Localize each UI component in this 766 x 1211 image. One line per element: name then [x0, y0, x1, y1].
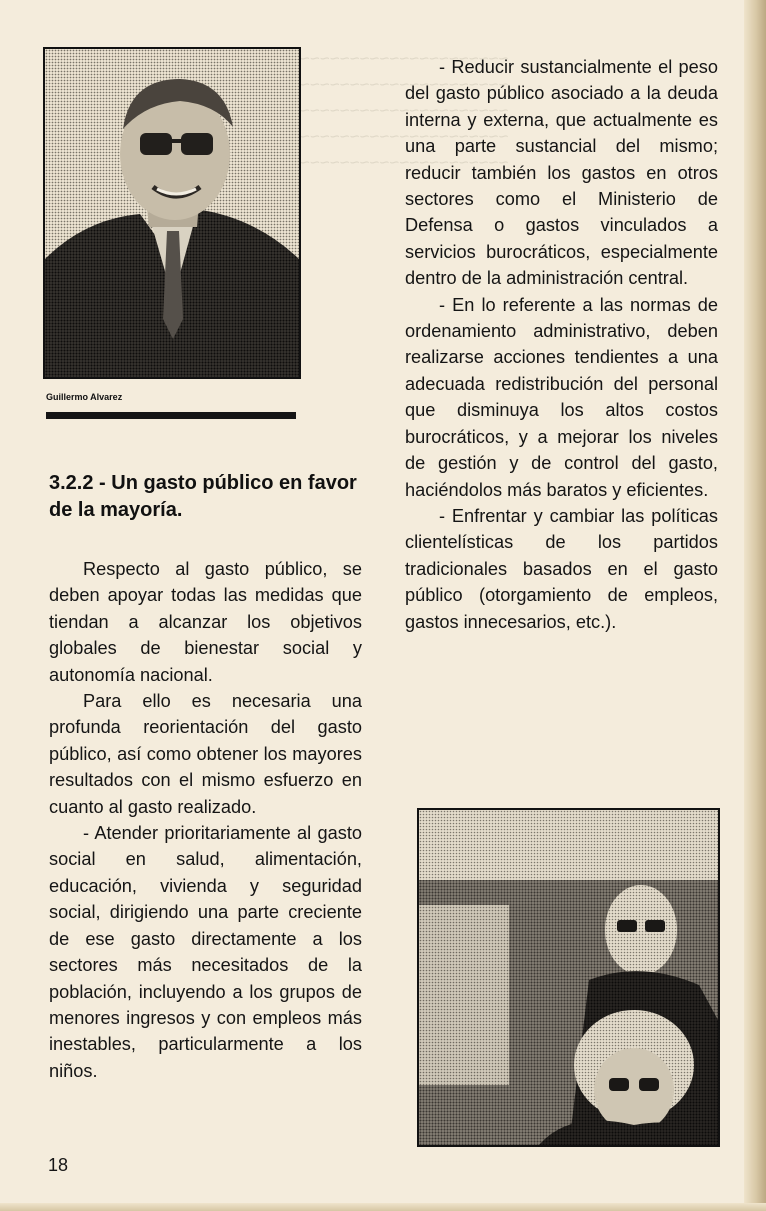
paragraph: Para ello es necesaria una profunda reorientación del gasto público, así como obtener los mayores resultados con el mismo esfuerzo en cuanto al gasto realizado.: [49, 691, 362, 817]
page-spine-edge: [744, 0, 766, 1211]
portrait-image: [45, 49, 299, 377]
paragraph: - Atender prioritariamente al gasto social en salud, alimentación, educación, vivienda y seguridad social, dirigiendo una parte creciente de ese gasto directamente a los sectores más necesitados de la población, incluyendo a los grupos de menores ingresos y con empleos más inestables, particularmente a los niños.: [49, 823, 362, 1081]
right-column: [405, 54, 718, 635]
group-photo: [417, 808, 720, 1147]
page-bottom-edge: [0, 1203, 766, 1211]
paragraph: - Reducir sustancialmente el peso del gasto público asociado a la deuda interna y externa, que actualmente es una parte sustancial del mismo; reducir también los gastos en otros sectores como el Ministerio de Defensa o gastos vinculados a servicios burocráticos, especialmente dentro de la administración central.: [405, 57, 718, 289]
paragraph: - En lo referente a las normas de ordenamiento administrativo, deben realizarse acciones tendientes a una adecuada redistribución del personal que disminuya los altos costos burocráticos, y a mejorar los niveles de gestión y de control del gasto, haciéndolos más baratos y eficientes.: [405, 294, 718, 500]
page-number: 18: [48, 1155, 69, 1175]
photo-caption: Guillermo Alvarez: [46, 392, 123, 402]
group-image: [419, 810, 718, 1145]
paragraph: - Enfrentar y cambiar las políticas clientelísticas de los partidos tradicionales basados en el gasto público (otorgamiento de empleos, gastos innecesarios, etc.).: [405, 505, 718, 632]
portrait-photo: [43, 47, 301, 379]
show-through-left: ~~~~~~~~~~~~~~~~~~~~~ ~~~~~~~~~~~~~~~~~~~~~ ~~~~~~~~~~~~~~~~~~~~~ ~~~~~~~~~~~~~~~~~~~~~ ~~~~~~~~~~~~~~~~~~~~~: [300, 49, 509, 172]
left-column: [49, 556, 362, 1084]
paragraph: Respecto al gasto público, se deben apoyar todas las medidas que tiendan a alcanzar los objetivos globales de bienestar social y autonomía nacional.: [49, 559, 362, 685]
section-heading: 3.2.2 - Un gasto público en favor de la mayoría.: [49, 472, 357, 521]
caption-rule: [46, 412, 296, 419]
